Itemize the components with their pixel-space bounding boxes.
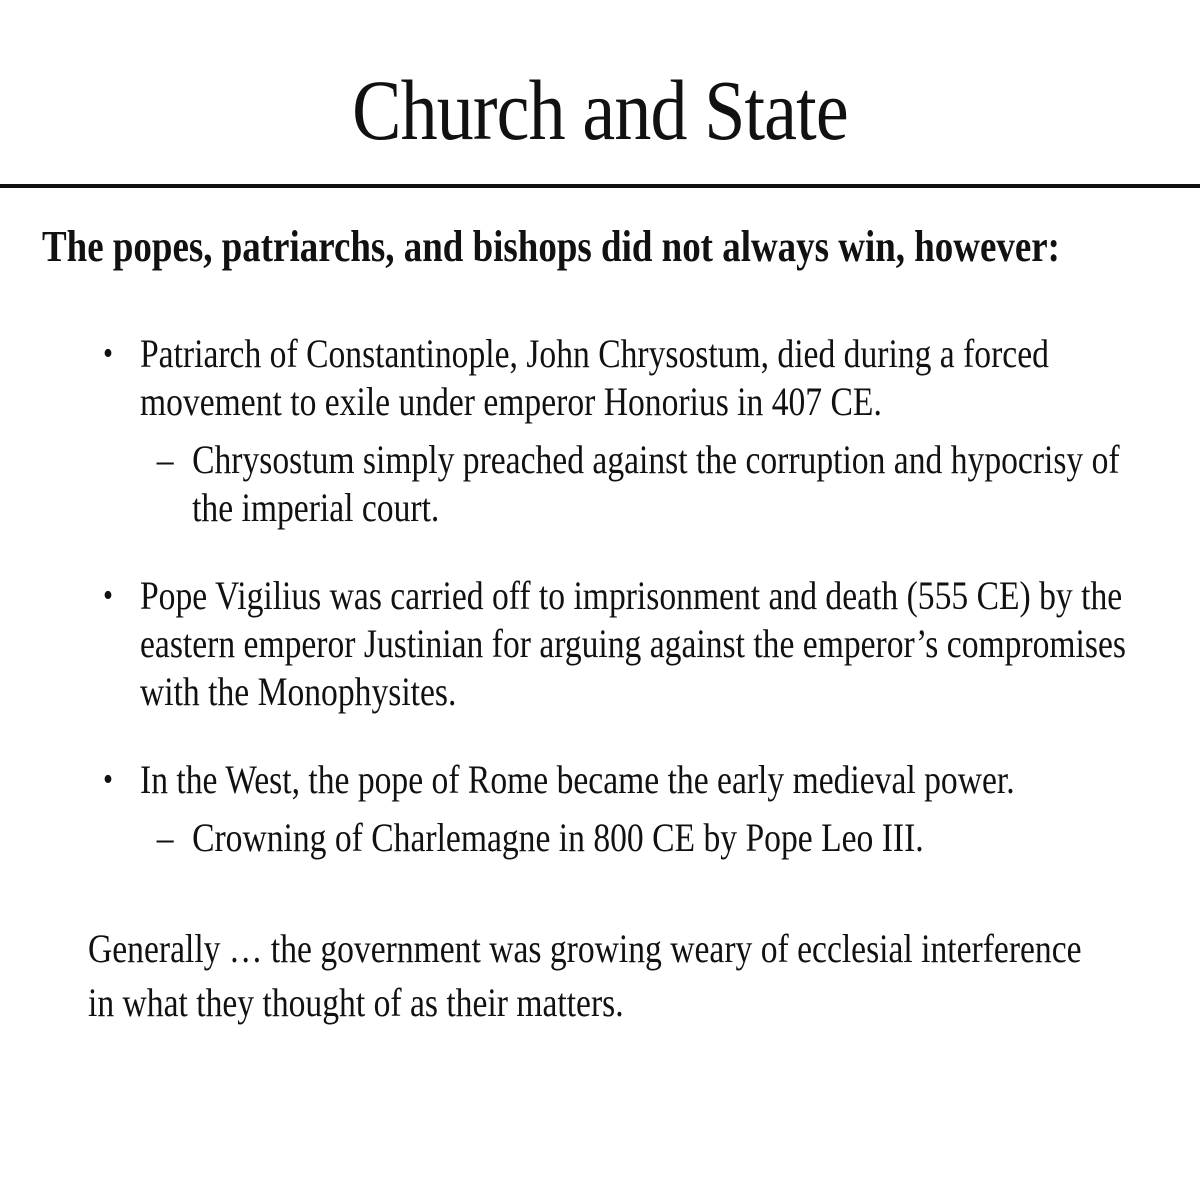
sub-bullet-item [98, 814, 1106, 862]
subheading: The popes, patriarchs, and bishops did not always win, however: [42, 222, 1060, 271]
sub-bullet-item [98, 436, 1120, 532]
bullet-item [98, 330, 1106, 426]
dash-marker: – [156, 815, 174, 860]
conclusion-line: in what they thought of as their matters. [88, 980, 624, 1025]
bullet-item [98, 572, 1126, 716]
bullet-text-line: movement to exile under emperor Honorius in 407 CE. [140, 379, 882, 424]
bullet-text-line: Patriarch of Constantinople, John Chrysostum, died during a forced [140, 331, 1049, 376]
title-divider [0, 184, 1200, 188]
conclusion-text [88, 922, 1180, 1030]
bullet-item [98, 756, 1106, 804]
bullet-marker: • [103, 335, 114, 372]
dash-marker: – [156, 437, 174, 482]
bullet-group-2 [98, 572, 1126, 716]
bullet-text-line: Pope Vigilius was carried off to imprisonment and death (555 CE) by the [140, 573, 1123, 618]
bullet-text-line: with the Monophysites. [140, 669, 457, 714]
bullet-text-line: In the West, the pope of Rome became the early medieval power. [140, 757, 1015, 802]
slide-title: Church and State [352, 62, 848, 158]
sub-bullet-text-line: the imperial court. [192, 485, 440, 530]
sub-bullet-text-line: Chrysostum simply preached against the corruption and hypocrisy of [192, 437, 1120, 482]
bullet-group-1 [98, 330, 1120, 532]
bullet-group-3 [98, 756, 1106, 862]
bullet-text-line: eastern emperor Justinian for arguing against the emperor’s compromises [140, 621, 1126, 666]
bullet-marker: • [103, 577, 114, 614]
bullet-marker: • [103, 761, 114, 798]
conclusion-line: Generally … the government was growing weary of ecclesial interference [88, 926, 1082, 971]
sub-bullet-text-line: Crowning of Charlemagne in 800 CE by Pope Leo III. [192, 815, 924, 860]
